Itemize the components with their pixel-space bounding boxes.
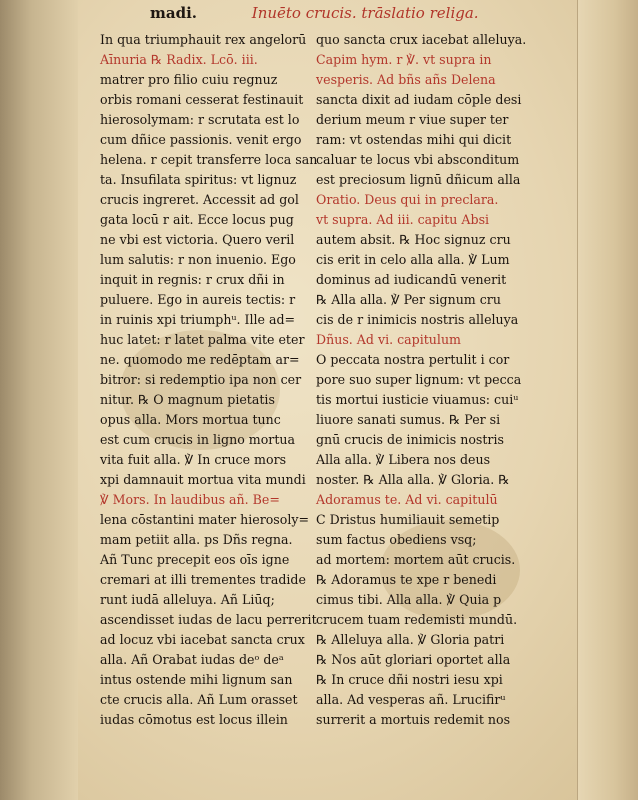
text-line: opus alla. Mors mortua tunc	[100, 412, 281, 427]
text-line: ascendisset iudas de lacu perrerit	[100, 612, 317, 627]
facing-page-edge	[577, 0, 638, 800]
text-line: sancta dixit ad iudam cōple desi	[316, 92, 522, 107]
text-line: crucis ingreret. Accessit ad gol	[100, 192, 299, 207]
text-line: crucem tuam redemisti mundū.	[316, 612, 518, 627]
text-line: intus ostende mihi lignum san	[100, 672, 293, 687]
text-line: Aīnuria ℞ Radix. Lcō. iii.	[100, 52, 258, 67]
text-line: ℞ Adoramus te xpe r benedi	[316, 572, 497, 587]
text-line: Adoramus te. Ad vi. capitulū	[316, 492, 498, 507]
text-line: lena cōstantini mater hierosoly=	[100, 512, 310, 527]
page-header	[150, 4, 479, 28]
text-line: noster. ℞ Alla alla. ℣ Gloria. ℞	[316, 472, 510, 487]
text-line: Capim hym. r ℣. vt supra in	[316, 52, 492, 67]
right-text-column	[316, 30, 566, 727]
text-line: hierosolymam: r scrutata est lo	[100, 112, 300, 127]
left-text-column	[100, 30, 318, 727]
text-line: ne. quomodo me redēptam ar=	[100, 352, 300, 367]
text-line: ad mortem: mortem aūt crucis.	[316, 552, 516, 567]
text-line: xpi damnauit mortua vita mundi	[100, 472, 306, 487]
text-line: cis de r inimicis nostris alleluya	[316, 312, 519, 327]
text-line: mam petiit alla. ps Dñs regna.	[100, 532, 293, 547]
text-line: ℞ Alla alla. ℣ Per signum cru	[316, 292, 501, 307]
text-line: vita fuit alla. ℣ In cruce mors	[100, 452, 287, 467]
text-line: Alla alla. ℣ Libera nos deus	[316, 452, 491, 467]
text-line: vt supra. Ad iii. capitu Absi	[316, 212, 490, 227]
text-line: huc latet: r latet palma vite eter	[100, 332, 305, 347]
text-line: In qua triumphauit rex angelorū	[100, 32, 307, 47]
text-line: iudas cōmotus est locus illein	[100, 712, 288, 727]
text-line: runt iudā alleluya. Añ Liūq;	[100, 592, 275, 607]
text-line: ad locuz vbi iacebat sancta crux	[100, 632, 305, 647]
text-line: bitror: si redemptio ipa non cer	[100, 372, 302, 387]
text-line: ram: vt ostendas mihi qui dicit	[316, 132, 512, 147]
text-line: est cum crucis in ligno mortua	[100, 432, 296, 447]
text-line: inquit in regnis: r crux dñi in	[100, 272, 285, 287]
text-line: ℞ Alleluya alla. ℣ Gloria patri	[316, 632, 505, 647]
text-line: helena. r cepit transferre loca san	[100, 152, 318, 167]
text-line: caluar te locus vbi absconditum	[316, 152, 520, 167]
text-line: sum factus obediens vsq;	[316, 532, 477, 547]
running-head: Inuēto crucis. trāslatio religa.	[251, 4, 479, 22]
text-line: tis mortui iusticie viuamus: cuiᵘ	[316, 392, 519, 407]
text-line: alla. Añ Orabat iudas deᵒ deᵃ	[100, 652, 284, 667]
text-line: cis erit in celo alla alla. ℣ Lum	[316, 252, 510, 267]
text-line: cimus tibi. Alla alla. ℣ Quia p	[316, 592, 502, 607]
text-line: quo sancta crux iacebat alleluya.	[316, 32, 527, 47]
text-line: surrerit a mortuis redemit nos	[316, 712, 511, 727]
text-line: ℣ Mors. In laudibus añ. Be=	[100, 492, 280, 507]
text-line: nitur. ℞ O magnum pietatis	[100, 392, 275, 407]
text-line: Añ Tunc precepit eos oīs igne	[100, 552, 290, 567]
text-line: cte crucis alla. Añ Lum orasset	[100, 692, 298, 707]
text-line: est preciosum lignū dñicum alla	[316, 172, 521, 187]
text-line: ℞ In cruce dñi nostri iesu xpi	[316, 672, 503, 687]
text-line: autem absit. ℞ Hoc signuz cru	[316, 232, 511, 247]
text-line: pore suo super lignum: vt pecca	[316, 372, 522, 387]
text-line: ta. Insufilata spiritus: vt lignuz	[100, 172, 297, 187]
book-gutter	[0, 0, 78, 800]
text-line: vesperis. Ad bñs añs Delena	[316, 72, 496, 87]
text-line: Dñus. Ad vi. capitulum	[316, 332, 462, 347]
text-line: O peccata nostra pertulit i cor	[316, 352, 510, 367]
text-line: puluere. Ego in aureis tectis: r	[100, 292, 296, 307]
text-line: liuore sanati sumus. ℞ Per si	[316, 412, 501, 427]
text-line: gata locū r ait. Ecce locus pug	[100, 212, 294, 227]
text-line: C Dristus humiliauit semetip	[316, 512, 500, 527]
text-line: cremari at illi trementes tradide	[100, 572, 306, 587]
text-line: in ruinis xpi triumphᵘ. Ille ad=	[100, 312, 296, 327]
text-line: cum dñice passionis. venit ergo	[100, 132, 302, 147]
text-line: gnū crucis de inimicis nostris	[316, 432, 504, 447]
text-line: derium meum r viue super ter	[316, 112, 509, 127]
text-line: Oratio. Deus qui in preclara.	[316, 192, 499, 207]
text-line: ℞ Nos aūt gloriari oportet alla	[316, 652, 511, 667]
text-line: matrer pro filio cuiu regnuz	[100, 72, 278, 87]
text-line: alla. Ad vesperas añ. Lrucifirᵘ	[316, 692, 506, 707]
text-line: ne vbi est victoria. Quero veril	[100, 232, 295, 247]
text-line: orbis romani cesserat festinauit	[100, 92, 304, 107]
signature-mark: madi.	[150, 4, 197, 22]
text-line: dominus ad iudicandū venerit	[316, 272, 507, 287]
text-line: lum salutis: r non inuenio. Ego	[100, 252, 296, 267]
